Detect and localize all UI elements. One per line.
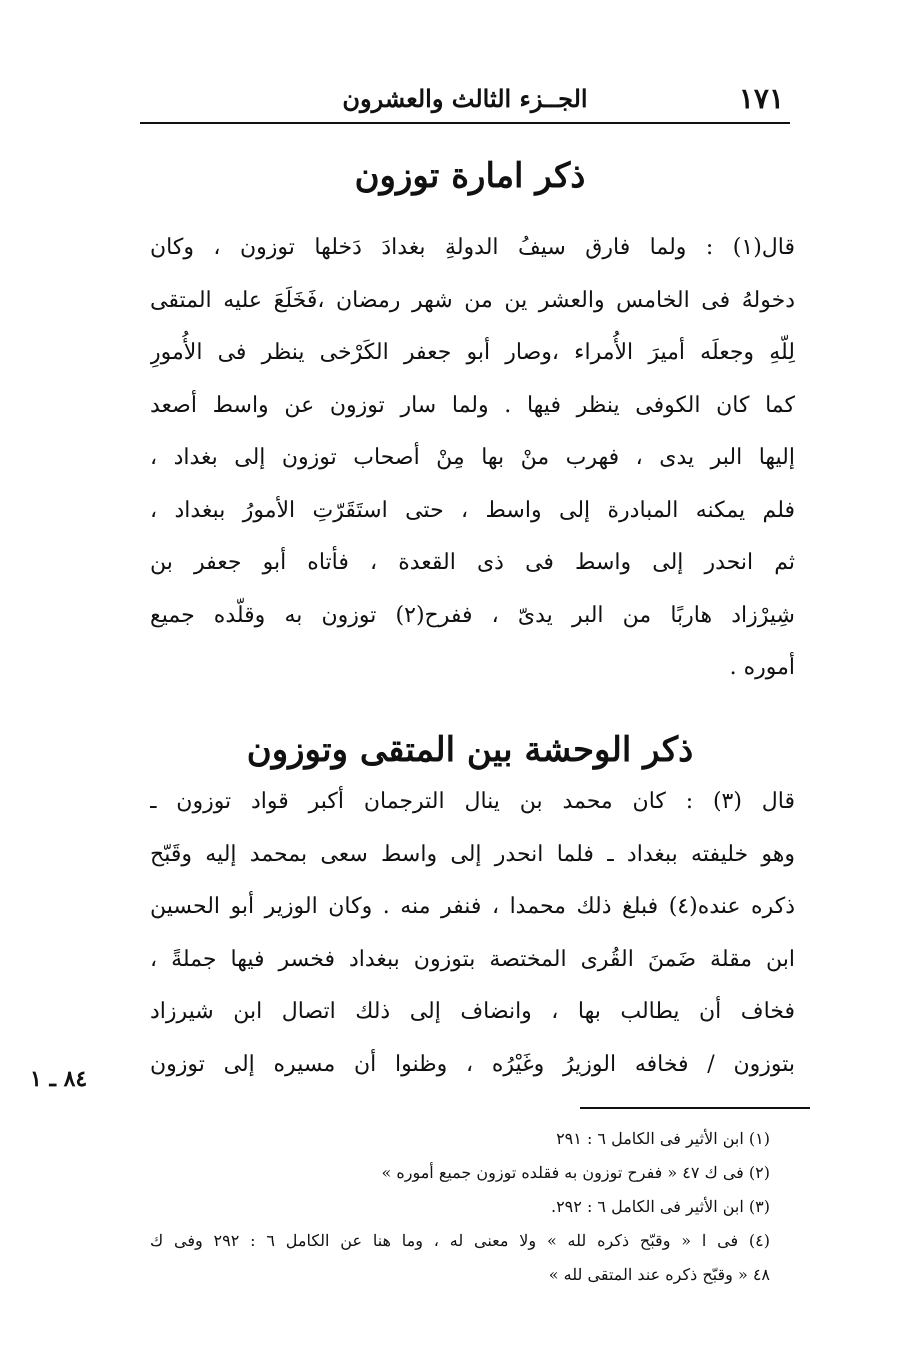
footnote: (٣) ابن الأثير فى الكامل ٦ : ٢٩٢. xyxy=(550,1197,770,1216)
text-line: بتوزون / فخافه الوزيرُ وغَيْرُه ، وظنوا أن مسيره إلى توزون xyxy=(150,1051,795,1077)
text-line: فخاف أن يطالب بها ، وانضاف إلى ذلك اتصال ابن شيرزاد xyxy=(150,999,795,1024)
text-line: إليها البر يدى ، فهرب منْ بها مِنْ أصحاب توزون إلى بغداد ، xyxy=(150,445,795,470)
page-number: ١٧١ xyxy=(738,82,784,115)
running-header xyxy=(140,78,790,122)
section-title: ذكر الوحشة بين المتقى وتوزون xyxy=(246,730,694,770)
text-line: ذكره عنده(٤) فبلغ ذلك محمدا ، فنفر منه . وكان الوزير أبو الحسين xyxy=(150,894,795,919)
text-line: شِيرْزاد هاربًا من البر يدىّ ، ففرح(٢) توزون به وقلّده جميع xyxy=(150,602,795,628)
footnote: ٤٨ « وقبّح ذكره عند المتقى لله » xyxy=(548,1265,770,1284)
text-line: قال(١) : ولما فارق سيفُ الدولةِ بغدادَ دَخلها توزون ، وكان xyxy=(150,235,795,260)
running-title: الجــزء الثالث والعشرون xyxy=(342,84,588,113)
footnote: (٢) فى ك ٤٧ « ففرح توزون به فقلده توزون جميع أموره » xyxy=(381,1163,770,1182)
text-line: فلم يمكنه المبادرة إلى واسط ، حتى استَقَرّتِ الأمورُ ببغداد ، xyxy=(150,497,795,523)
text-line: أموره . xyxy=(729,655,795,680)
footnote-rule xyxy=(580,1107,810,1109)
section-title: ذكر امارة توزون xyxy=(354,156,586,196)
text-line: كما كان الكوفى ينظر فيها . ولما سار توزون عن واسط أصعد xyxy=(150,392,795,418)
text-line: ابن مقلة ضَمنَ القُرى المختصة بتوزون ببغداد فخسر فيها جملةً ، xyxy=(150,946,795,972)
header-rule xyxy=(140,122,790,124)
text-line: قال (٣) : كان محمد بن ينال الترجمان أكبر قواد توزون ـ xyxy=(150,789,795,814)
footnote: (١) ابن الأثير فى الكامل ٦ : ٢٩١ xyxy=(556,1129,770,1148)
footnotes xyxy=(150,1122,770,1292)
section-body xyxy=(150,776,795,1091)
text-line: وهو خليفته ببغداد ـ فلما انحدر إلى واسط سعى بمحمد إليه وقَبّح xyxy=(150,841,795,867)
text-line: لِلّهِ وجعلَه أميرَ الأُمراء ،وصار أبو جعفر الكَرْخى ينظر فى الأُمورِ xyxy=(150,340,795,365)
text-line: ثم انحدر إلى واسط فى ذى القعدة ، فأتاه أبو جعفر بن xyxy=(150,550,795,575)
section-body xyxy=(150,222,795,695)
footnote: (٤) فى ا « وقبّح ذكره لله » ولا معنى له ، وما هنا عن الكامل ٦ : ٢٩٢ وفى ك xyxy=(150,1231,770,1250)
margin-reference: ٨٤ ـ ١ xyxy=(30,1066,88,1092)
text-line: دخولهُ فى الخامس والعشر ين من شهر رمضان ،فَخَلَعَ عليه المتقى xyxy=(150,287,795,313)
